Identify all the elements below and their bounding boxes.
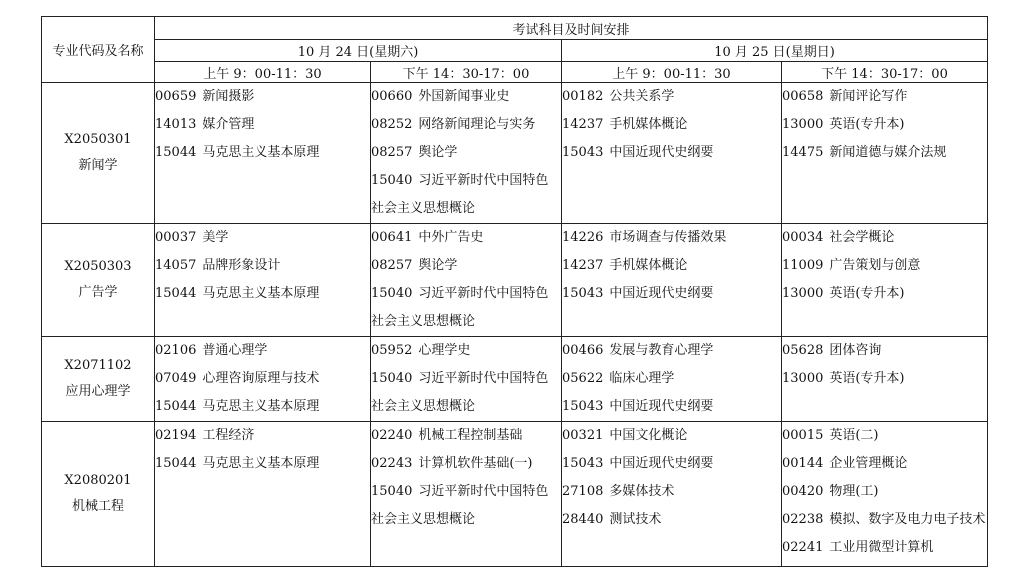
major-row xyxy=(42,224,988,337)
subject-name: 广告策划与创意 xyxy=(829,258,921,273)
subject-item xyxy=(155,280,370,308)
subject-name-continued: 社会主义思想概论 xyxy=(371,512,476,527)
subject-item xyxy=(562,224,781,252)
subject-name: 新闻评论写作 xyxy=(829,89,908,104)
subject-code: 15043 xyxy=(562,399,604,414)
subject-name: 中国文化概论 xyxy=(609,428,688,443)
subject-name: 公共关系学 xyxy=(609,89,675,104)
subject-code: 14237 xyxy=(562,117,604,132)
subject-item xyxy=(562,83,781,111)
subject-code: 13000 xyxy=(782,286,824,301)
subject-item xyxy=(371,337,561,365)
subject-code: 07049 xyxy=(155,371,197,386)
major-name: 应用心理学 xyxy=(65,384,131,399)
subject-code: 05628 xyxy=(782,343,824,358)
session-cell xyxy=(155,83,371,224)
subject-name: 中国近现代史纲要 xyxy=(609,145,714,160)
major-row xyxy=(42,337,988,422)
subject-code: 02238 xyxy=(782,512,824,527)
subject-item xyxy=(562,252,781,280)
subject-item xyxy=(371,450,561,478)
subject-code: 13000 xyxy=(782,371,824,386)
subject-item xyxy=(155,422,370,450)
subject-name: 工程经济 xyxy=(202,428,255,443)
day-header-1: 10 月 24 日(星期六) xyxy=(155,40,562,62)
subject-item xyxy=(782,111,987,139)
subject-code: 08257 xyxy=(371,145,413,160)
subject-code: 02194 xyxy=(155,428,197,443)
subject-item xyxy=(371,224,561,252)
corner-header: 专业代码及名称 xyxy=(42,17,155,83)
session-header: 下午 14：30-17：00 xyxy=(782,62,988,83)
major-name: 新闻学 xyxy=(78,158,118,173)
subject-name: 物理(工) xyxy=(829,484,879,499)
session-cell xyxy=(371,337,562,422)
subject-item xyxy=(155,252,370,280)
subject-name: 企业管理概论 xyxy=(829,456,908,471)
subject-name: 中国近现代史纲要 xyxy=(609,286,714,301)
subject-name: 中外广告史 xyxy=(418,230,484,245)
subject-name: 团体咨询 xyxy=(829,343,882,358)
subject-item xyxy=(562,422,781,450)
subject-code: 15043 xyxy=(562,456,604,471)
session-header: 上午 9：00-11：30 xyxy=(155,62,371,83)
subject-name-continued: 社会主义思想概论 xyxy=(371,314,476,329)
subject-item xyxy=(562,139,781,167)
subject-item xyxy=(371,280,561,308)
subject-code: 15040 xyxy=(371,371,413,386)
subject-code: 14237 xyxy=(562,258,604,273)
subject-item xyxy=(782,506,987,534)
subject-name: 习近平新时代中国特色 xyxy=(418,371,549,386)
subject-item xyxy=(155,83,370,111)
subject-item xyxy=(371,422,561,450)
subject-name: 外国新闻事业史 xyxy=(418,89,510,104)
subject-code: 00658 xyxy=(782,89,824,104)
subject-code: 14226 xyxy=(562,230,604,245)
subject-code: 00037 xyxy=(155,230,197,245)
subject-item xyxy=(782,534,987,562)
subject-code: 00144 xyxy=(782,456,824,471)
subject-item xyxy=(562,111,781,139)
subject-item xyxy=(782,337,987,365)
subject-item xyxy=(371,167,561,195)
subject-item xyxy=(782,139,987,167)
subject-code: 00182 xyxy=(562,89,604,104)
subject-item xyxy=(371,365,561,393)
subject-name: 习近平新时代中国特色 xyxy=(418,286,549,301)
subject-name: 手机媒体概论 xyxy=(609,117,688,132)
subject-name: 马克思主义基本原理 xyxy=(202,399,320,414)
subject-name: 手机媒体概论 xyxy=(609,258,688,273)
subject-name: 发展与教育心理学 xyxy=(609,343,714,358)
subject-code: 15043 xyxy=(562,145,604,160)
subject-name: 马克思主义基本原理 xyxy=(202,286,320,301)
subject-name: 多媒体技术 xyxy=(609,484,675,499)
subject-name: 市场调查与传播效果 xyxy=(609,230,727,245)
subject-name: 社会学概论 xyxy=(829,230,895,245)
session-cell xyxy=(782,83,988,224)
subject-code: 08252 xyxy=(371,117,413,132)
major-name: 广告学 xyxy=(78,285,118,300)
subject-code: 02241 xyxy=(782,540,824,555)
subject-code: 14475 xyxy=(782,145,824,160)
subject-name: 新闻摄影 xyxy=(202,89,255,104)
subject-name: 心理咨询原理与技术 xyxy=(202,371,320,386)
major-code: X2080201 xyxy=(64,473,132,488)
subject-code: 00641 xyxy=(371,230,413,245)
subject-item xyxy=(371,252,561,280)
subject-item xyxy=(562,450,781,478)
major-row xyxy=(42,422,988,567)
subject-name: 舆论学 xyxy=(418,258,458,273)
subject-code: 14013 xyxy=(155,117,197,132)
subject-name: 中国近现代史纲要 xyxy=(609,456,714,471)
subject-code: 28440 xyxy=(562,512,604,527)
subject-name: 英语(专升本) xyxy=(829,286,905,301)
subject-name: 网络新闻理论与实务 xyxy=(418,117,536,132)
subject-code: 00660 xyxy=(371,89,413,104)
subject-code: 02243 xyxy=(371,456,413,471)
major-name: 机械工程 xyxy=(71,499,124,514)
major-code: X2050303 xyxy=(64,259,132,274)
exam-schedule-table xyxy=(41,16,988,567)
subject-code: 15044 xyxy=(155,145,197,160)
subject-name: 英语(专升本) xyxy=(829,117,905,132)
subject-item xyxy=(155,224,370,252)
subject-code: 05622 xyxy=(562,371,604,386)
subject-code: 00015 xyxy=(782,428,824,443)
schedule-body xyxy=(42,83,988,567)
subject-item xyxy=(782,365,987,393)
subject-name: 心理学史 xyxy=(418,343,471,358)
subject-item xyxy=(155,450,370,478)
subject-code: 02240 xyxy=(371,428,413,443)
subject-name: 普通心理学 xyxy=(202,343,268,358)
subject-code: 00659 xyxy=(155,89,197,104)
subject-item xyxy=(155,337,370,365)
subject-code: 13000 xyxy=(782,117,824,132)
subject-code: 00420 xyxy=(782,484,824,499)
subject-name: 马克思主义基本原理 xyxy=(202,456,320,471)
subject-item xyxy=(371,83,561,111)
major-code: X2071102 xyxy=(64,358,132,373)
session-cell xyxy=(782,422,988,567)
subject-item xyxy=(782,252,987,280)
subject-name: 英语(二) xyxy=(829,428,879,443)
subject-name: 临床心理学 xyxy=(609,371,675,386)
subject-name: 新闻道德与媒介法规 xyxy=(829,145,947,160)
session-cell xyxy=(562,224,782,337)
subject-name: 中国近现代史纲要 xyxy=(609,399,714,414)
day-header-2: 10 月 25 日(星期日) xyxy=(562,40,988,62)
subject-code: 15040 xyxy=(371,286,413,301)
subject-code: 02106 xyxy=(155,343,197,358)
subject-item xyxy=(562,365,781,393)
session-cell xyxy=(155,224,371,337)
major-cell xyxy=(42,422,155,567)
subject-name: 媒介管理 xyxy=(202,117,255,132)
subject-name-continued: 社会主义思想概论 xyxy=(371,201,476,216)
session-cell xyxy=(562,422,782,567)
subject-name: 习近平新时代中国特色 xyxy=(418,484,549,499)
session-header: 上午 9：00-11：30 xyxy=(562,62,782,83)
subject-item xyxy=(562,506,781,534)
session-cell xyxy=(371,83,562,224)
subject-item xyxy=(562,280,781,308)
session-cell xyxy=(155,422,371,567)
subject-code: 14057 xyxy=(155,258,197,273)
subject-item xyxy=(371,139,561,167)
subject-name: 模拟、数字及电力电子技术 xyxy=(829,512,986,527)
major-cell xyxy=(42,337,155,422)
session-cell xyxy=(562,83,782,224)
subject-code: 11009 xyxy=(782,258,824,273)
subject-item xyxy=(155,393,370,421)
subject-code: 00034 xyxy=(782,230,824,245)
subject-item xyxy=(562,337,781,365)
subject-name: 测试技术 xyxy=(609,512,662,527)
subject-item xyxy=(155,365,370,393)
subject-item xyxy=(782,224,987,252)
subject-name: 习近平新时代中国特色 xyxy=(418,173,549,188)
major-cell xyxy=(42,224,155,337)
subject-name: 计算机软件基础(一) xyxy=(418,456,533,471)
subject-item xyxy=(782,422,987,450)
major-row xyxy=(42,83,988,224)
session-cell xyxy=(782,337,988,422)
subject-name-continued: 社会主义思想概论 xyxy=(371,399,476,414)
major-code: X2050301 xyxy=(64,132,132,147)
subject-code: 27108 xyxy=(562,484,604,499)
session-cell xyxy=(371,224,562,337)
subject-item xyxy=(782,280,987,308)
subject-code: 00321 xyxy=(562,428,604,443)
major-cell xyxy=(42,83,155,224)
subject-item xyxy=(782,478,987,506)
subject-name: 机械工程控制基础 xyxy=(418,428,523,443)
subject-item xyxy=(371,478,561,506)
subject-code: 15044 xyxy=(155,286,197,301)
schedule-title: 考试科目及时间安排 xyxy=(155,17,988,40)
session-cell xyxy=(562,337,782,422)
subject-item xyxy=(155,139,370,167)
subject-code: 15044 xyxy=(155,399,197,414)
session-cell xyxy=(782,224,988,337)
subject-name: 品牌形象设计 xyxy=(202,258,281,273)
subject-code: 00466 xyxy=(562,343,604,358)
session-header: 下午 14：30-17：00 xyxy=(371,62,562,83)
subject-name: 舆论学 xyxy=(418,145,458,160)
subject-item xyxy=(782,83,987,111)
subject-item xyxy=(562,393,781,421)
subject-name: 英语(专升本) xyxy=(829,371,905,386)
subject-name: 马克思主义基本原理 xyxy=(202,145,320,160)
subject-code: 15040 xyxy=(371,173,413,188)
subject-name: 美学 xyxy=(202,230,229,245)
subject-item xyxy=(371,111,561,139)
subject-code: 15044 xyxy=(155,456,197,471)
subject-item xyxy=(562,478,781,506)
session-cell xyxy=(155,337,371,422)
subject-code: 15043 xyxy=(562,286,604,301)
subject-code: 05952 xyxy=(371,343,413,358)
subject-item xyxy=(782,450,987,478)
session-cell xyxy=(371,422,562,567)
subject-code: 15040 xyxy=(371,484,413,499)
subject-code: 08257 xyxy=(371,258,413,273)
subject-name: 工业用微型计算机 xyxy=(829,540,934,555)
subject-item xyxy=(155,111,370,139)
